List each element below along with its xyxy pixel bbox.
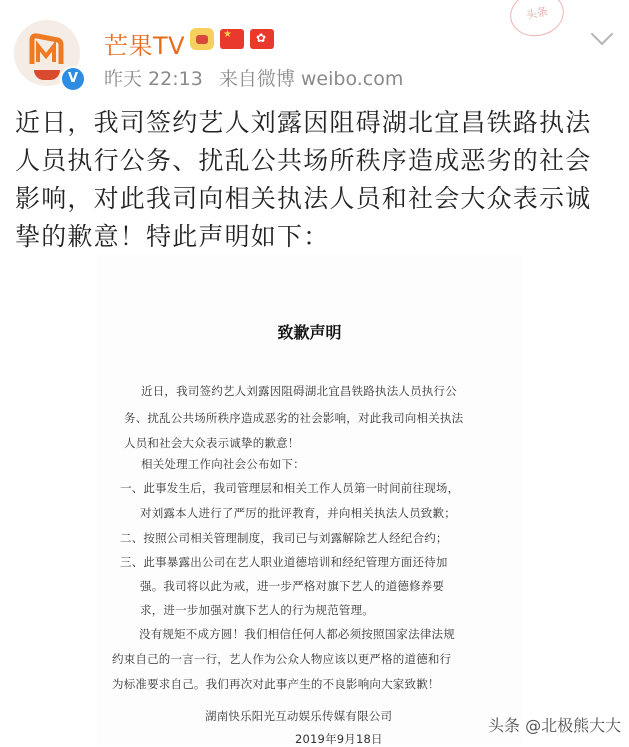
doc-line: 对刘露本人进行了严厉的批评教育，并向相关执法人员致歉； [140,506,456,520]
post-meta [104,64,413,91]
post-text: 近日，我司签约艺人刘露因阻碍湖北宜昌铁路执法人员执行公务、扰乱公共场所秩序造成恶劣的社会影响，对此我司向相关执法人员和社会大众表示诚挚的歉意！特此声明如下： [15,108,592,251]
verified-badge-icon: V [60,66,86,92]
doc-line: 相关处理工作向社会公布如下： [141,457,305,471]
doc-line: 二、按照公司相关管理制度，我司已与刘露解除艺人经纪合约； [120,531,448,545]
hong-kong-flag-icon [250,29,274,49]
doc-line: 务、扰乱公共场所秩序造成恶劣的社会影响，对此我司向相关执法 [124,411,464,425]
document-title: 致歉声明 [277,323,342,342]
doc-line: 为标准要求自己。我们再次对此事产生的不良影响向大家致歉！ [112,677,440,691]
mango-tv-logo-icon [28,32,64,66]
doc-date: 2019年9月18日 [295,732,383,746]
china-flag-icon [220,29,244,49]
doc-signature: 湖南快乐阳光互动娱乐传媒有限公司 [205,709,393,723]
post-source: 来自微博 weibo.com [218,68,404,90]
user-badges [190,28,274,50]
crown-icon [190,28,214,50]
doc-line: 一、此事发生后，我司管理层和相关工作人员第一时间前往现场， [120,481,460,495]
doc-line: 没有规矩不成方圆！我们相信任何人都必须按照国家法律法规 [139,627,455,641]
doc-line: 求，进一步加强对旗下艺人的行为规范管理。 [140,603,374,617]
username[interactable]: 芒果TV [104,32,186,60]
doc-line: 强。我司将以此为戒，进一步严格对旗下艺人的道德修养要 [140,579,445,593]
post-header [0,0,629,100]
chevron-down-icon[interactable] [591,23,614,46]
toutiao-stamp-icon: 头条 [506,0,568,41]
doc-line: 三、此事暴露出公司在艺人职业道德培训和经纪管理方面还待加 [120,555,448,569]
post-time: 昨天 22:13 [104,68,203,90]
toutiao-watermark: 头条 @北极熊大大 [488,716,622,735]
mascot-mouth-icon [34,70,60,80]
doc-line: 约束自己的一言一行，艺人作为公众人物应该以更严格的道德和行 [112,652,452,666]
apology-document-image[interactable] [97,255,522,746]
doc-line: 近日，我司签约艺人刘露因阻碍湖北宜昌铁路执法人员执行公 [141,384,457,398]
doc-line: 人员和社会大众表示诚挚的歉意！ [124,436,300,450]
